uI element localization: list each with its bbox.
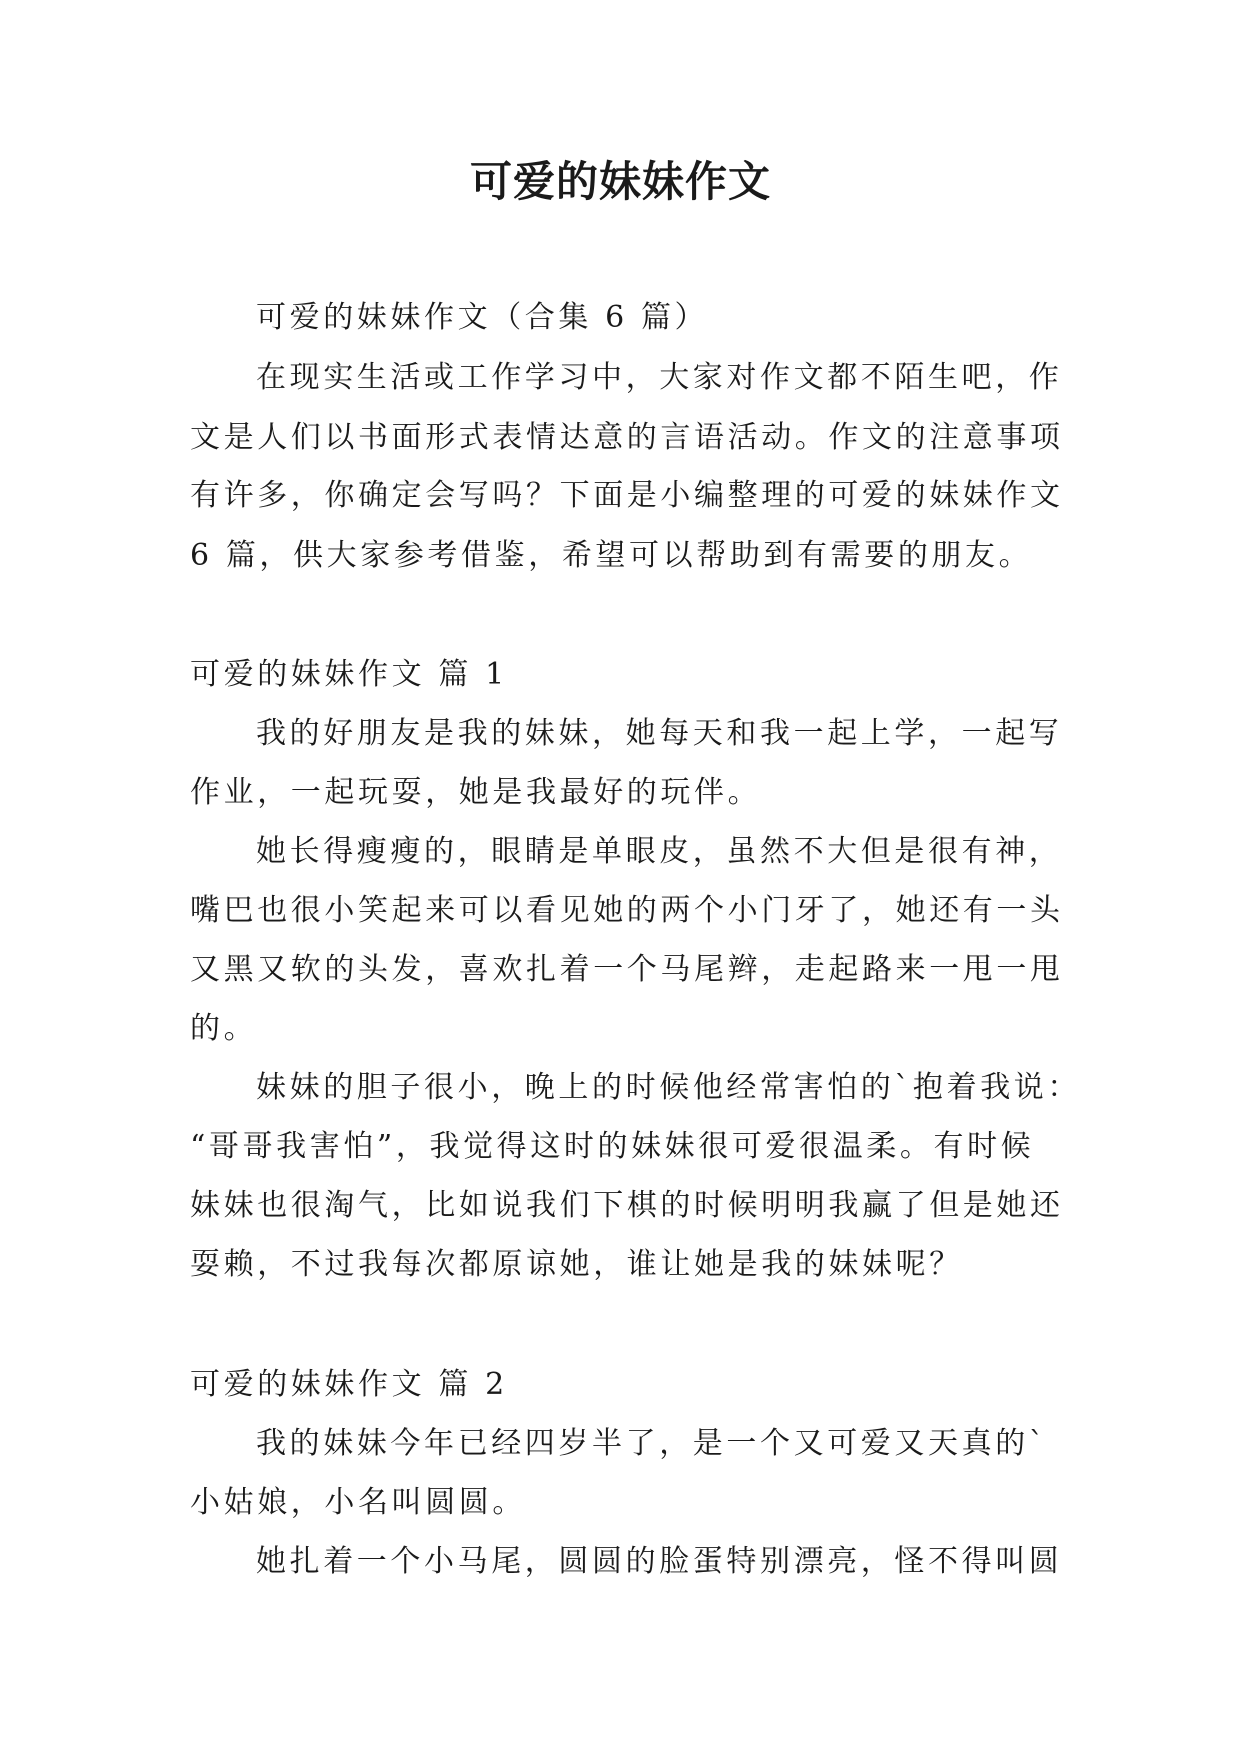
essay-2-line: 小姑娘，小名叫圆圆。 (190, 1485, 526, 1520)
essay-1-line: 嘴巴也很小笑起来可以看见她的两个小门牙了，她还有一头 (190, 893, 1064, 928)
essay-1-line: 妹妹也很淘气，比如说我们下棋的时候明明我赢了但是她还 (190, 1188, 1064, 1223)
intro-line: 有许多，你确定会写吗？下面是小编整理的可爱的妹妹作文 (190, 478, 1064, 513)
essay-2-heading: 可爱的妹妹作文 篇 2 (190, 1367, 508, 1402)
essay-1-line: 耍赖，不过我每次都原谅她，谁让她是我的妹妹呢？ (190, 1247, 963, 1282)
essay-1-heading: 可爱的妹妹作文 篇 1 (190, 657, 508, 692)
essay-1-line: 我的好朋友是我的妹妹，她每天和我一起上学，一起写 (256, 716, 1063, 751)
essay-2-line: 我的妹妹今年已经四岁半了，是一个又可爱又天真的` (256, 1426, 1048, 1461)
essay-1-line: 的。 (190, 1011, 258, 1046)
essay-1-line: 她长得瘦瘦的，眼睛是单眼皮，虽然不大但是很有神， (256, 834, 1063, 869)
document-title: 可爱的妹妹作文 (469, 157, 771, 206)
essay-1-line: 又黑又软的头发，喜欢扎着一个马尾辫，走起路来一甩一甩 (190, 952, 1064, 987)
intro-line: 6 篇，供大家参考借鉴，希望可以帮助到有需要的朋友。 (190, 538, 1033, 573)
essay-2-line: 她扎着一个小马尾，圆圆的脸蛋特别漂亮，怪不得叫圆 (256, 1544, 1063, 1579)
intro-line: 在现实生活或工作学习中，大家对作文都不陌生吧，作 (256, 360, 1063, 395)
intro-line: 文是人们以书面形式表情达意的言语活动。作文的注意事项 (190, 420, 1064, 455)
essay-1-line: 妹妹的胆子很小，晚上的时候他经常害怕的`抱着我说： (256, 1070, 1081, 1105)
essay-1-line: 作业，一起玩耍，她是我最好的玩伴。 (190, 775, 762, 810)
collection-subtitle: 可爱的妹妹作文（合集 6 篇） (256, 300, 709, 335)
essay-1-line: “哥哥我害怕”，我觉得这时的妹妹很可爱很温柔。有时候 (190, 1129, 1035, 1164)
